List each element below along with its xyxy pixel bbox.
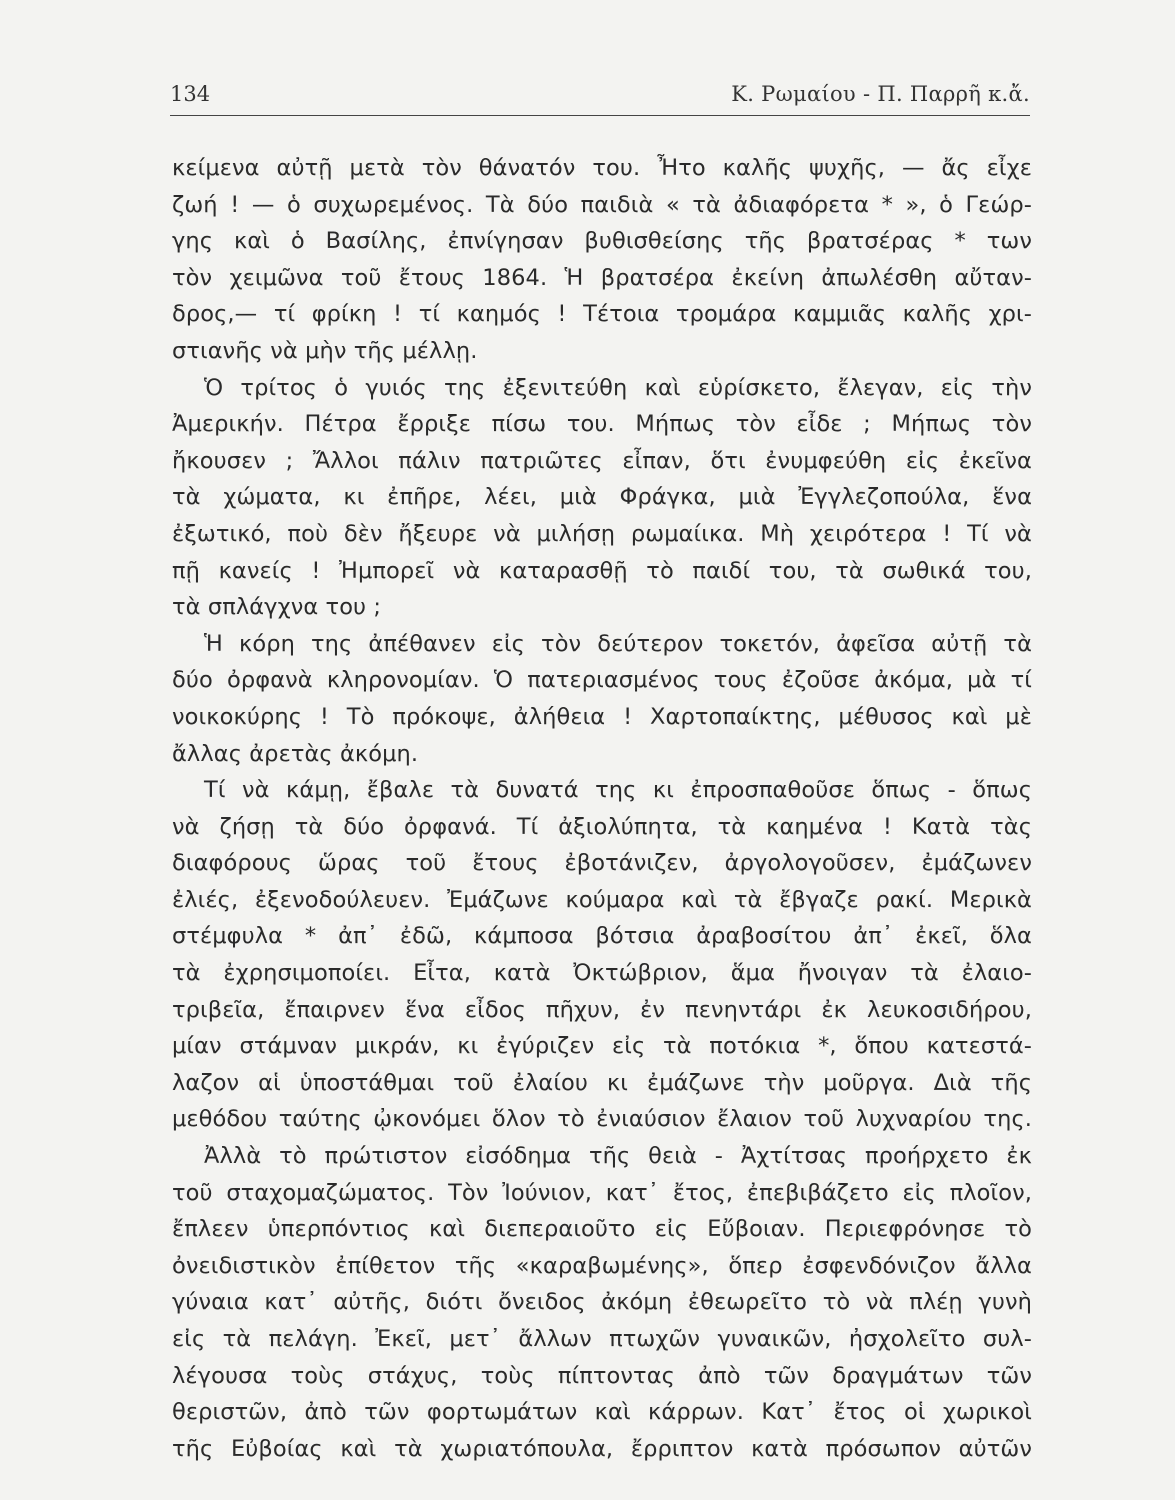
text-line: τὸν χειμῶνα τοῦ ἔτους 1864. Ἡ βρατσέρα ἐκείνη ἀπωλέσθη αὔταν-: [172, 264, 1032, 291]
text-line: Ὁ τρίτος ὁ γυιός της ἐξενιτεύθη καὶ εὑρίσκετο, ἔλεγαν, εἰς τὴν: [204, 374, 1032, 401]
text-line: τὰ σπλάγχνα του ;: [172, 594, 382, 621]
text-line: Ἀμερικήν. Πέτρα ἔρριξε πίσω του. Μήπως τὸν εἶδε ; Μήπως τὸν: [172, 411, 1032, 438]
text-line: Τί νὰ κάμῃ, ἔβαλε τὰ δυνατά της κι ἐπροσπαθοῦσε ὅπως - ὅπως: [204, 777, 1032, 804]
text-line: ἐξωτικό, ποὺ δὲν ἤξευρε νὰ μιλήσῃ ρωμαίικα. Μὴ χειρότερα ! Τί νὰ: [172, 520, 1032, 547]
text-line: κείμενα αὐτῇ μετὰ τὸν θάνατόν του. Ἦτο καλῆς ψυχῆς, — ἄς εἶχε: [172, 155, 1032, 181]
text-line: στέμφυλα * ἀπ᾿ ἐδῶ, κάμποσα βότσια ἀραβοσίτου ἀπ᾿ ἐκεῖ, ὅλα: [172, 923, 1032, 950]
text-line: νοικοκύρης ! Τὸ πρόκοψε, ἀλήθεια ! Χαρτοπαίκτης, μέθυσος καὶ μὲ: [172, 703, 1032, 730]
text-line: νὰ ζήσῃ τὰ δύο ὀρφανά. Τί ἀξιολύπητα, τὰ καημένα ! Κατὰ τὰς: [172, 813, 1032, 840]
text-line: τοῦ σταχομαζώματος. Τὸν Ἰούνιον, κατ᾿ ἔτος, ἐπεβιβάζετο εἰς πλοῖον,: [172, 1179, 1032, 1206]
text-line: γης καὶ ὁ Βασίλης, ἐπνίγησαν βυθισθείσης τῆς βρατσέρας * των: [172, 228, 1032, 255]
text-line: στιανῆς νὰ μὴν τῆς μέλλῃ.: [172, 337, 478, 364]
text-line: τριβεῖα, ἔπαιρνεν ἕνα εἶδος πῆχυν, ἐν πενηντάρι ἐκ λευκοσιδήρου,: [172, 996, 1032, 1023]
text-line: τὰ χώματα, κι ἐπῆρε, λέει, μιὰ Φράγκα, μιὰ Ἐγγλεζοπούλα, ἕνα: [172, 484, 1032, 511]
text-line: δύο ὀρφανὰ κληρονομίαν. Ὁ πατεριασμένος τους ἐζοῦσε ἀκόμα, μὰ τί: [172, 667, 1032, 694]
running-head: Κ. Ρωμαίου - Π. Παρρῆ κ.ἄ.: [731, 82, 1030, 106]
text-line: πῇ κανείς ! Ἠμπορεῖ νὰ καταρασθῇ τὸ παιδί του, τὰ σωθικά του,: [172, 557, 1032, 584]
body-text: [172, 150, 1032, 1467]
text-line: ζωή ! — ὁ συχωρεμένος. Τὰ δύο παιδιὰ « τὰ ἀδιαφόρετα * », ὁ Γεώρ-: [172, 191, 1032, 218]
text-line: λέγουσα τοὺς στάχυς, τοὺς πίπτοντας ἀπὸ τῶν δραγμάτων τῶν: [172, 1362, 1032, 1389]
text-line: ὀνειδιστικὸν ἐπίθετον τῆς «καραβωμένης», ὅπερ ἐσφενδόνιζον ἄλλα: [172, 1252, 1032, 1279]
text-line: μίαν στάμναν μικράν, κι ἐγύριζεν εἰς τὰ ποτόκια *, ὅπου κατεστά-: [172, 1033, 1032, 1060]
text-line: θεριστῶν, ἀπὸ τῶν φορτωμάτων καὶ κάρρων. Κατ᾿ ἔτος οἱ χωρικοὶ: [172, 1399, 1032, 1426]
page-number: 134: [170, 82, 211, 106]
text-line: Ἡ κόρη της ἀπέθανεν εἰς τὸν δεύτερον τοκετόν, ἀφεῖσα αὐτῇ τὰ: [204, 630, 1032, 657]
page-header: [170, 82, 1030, 114]
text-line: διαφόρους ὥρας τοῦ ἔτους ἐβοτάνιζεν, ἀργολογοῦσεν, ἐμάζωνεν: [172, 850, 1032, 877]
text-line: τὰ ἐχρησιμοποίει. Εἶτα, κατὰ Ὀκτώβριον, ἅμα ἤνοιγαν τὰ ἐλαιο-: [172, 960, 1032, 987]
header-rule: [170, 115, 1030, 116]
text-line: λαζον αἱ ὑποστάθμαι τοῦ ἐλαίου κι ἐμάζωνε τὴν μοῦργα. Διὰ τῆς: [172, 1069, 1032, 1096]
text-line: ἤκουσεν ; Ἄλλοι πάλιν πατριῶτες εἶπαν, ὅτι ἐνυμφεύθη εἰς ἐκεῖνα: [172, 447, 1032, 474]
text-line: Ἀλλὰ τὸ πρώτιστον εἰσόδημα τῆς θειὰ - Ἀχτίτσας προήρχετο ἐκ: [204, 1143, 1032, 1170]
text-line: ἔπλεεν ὑπερπόντιος καὶ διεπεραιοῦτο εἰς Εὔβοιαν. Περιεφρόνησε τὸ: [172, 1216, 1032, 1243]
text-line: ἄλλας ἀρετὰς ἀκόμη.: [172, 740, 419, 767]
text-line: μεθόδου ταύτης ᾠκονόμει ὅλον τὸ ἐνιαύσιον ἔλαιον τοῦ λυχναρίου της.: [172, 1106, 1032, 1133]
text-line: τῆς Εὐβοίας καὶ τὰ χωριατόπουλα, ἔρριπτον κατὰ πρόσωπον αὐτῶν: [172, 1435, 1032, 1462]
text-line: δρος,— τί φρίκη ! τί καημός ! Τέτοια τρομάρα καμμιᾶς καλῆς χρι-: [172, 301, 1032, 328]
text-line: ἐλιές, ἐξενοδούλευεν. Ἐμάζωνε κούμαρα καὶ τὰ ἔβγαζε ρακί. Μερικὰ: [172, 886, 1032, 913]
text-line: γύναια κατ᾿ αὐτῆς, διότι ὄνειδος ἀκόμη ἐθεωρεῖτο τὸ νὰ πλέῃ γυνὴ: [172, 1289, 1032, 1316]
text-line: εἰς τὰ πελάγη. Ἐκεῖ, μετ᾿ ἄλλων πτωχῶν γυναικῶν, ἠσχολεῖτο συλ-: [172, 1326, 1032, 1352]
